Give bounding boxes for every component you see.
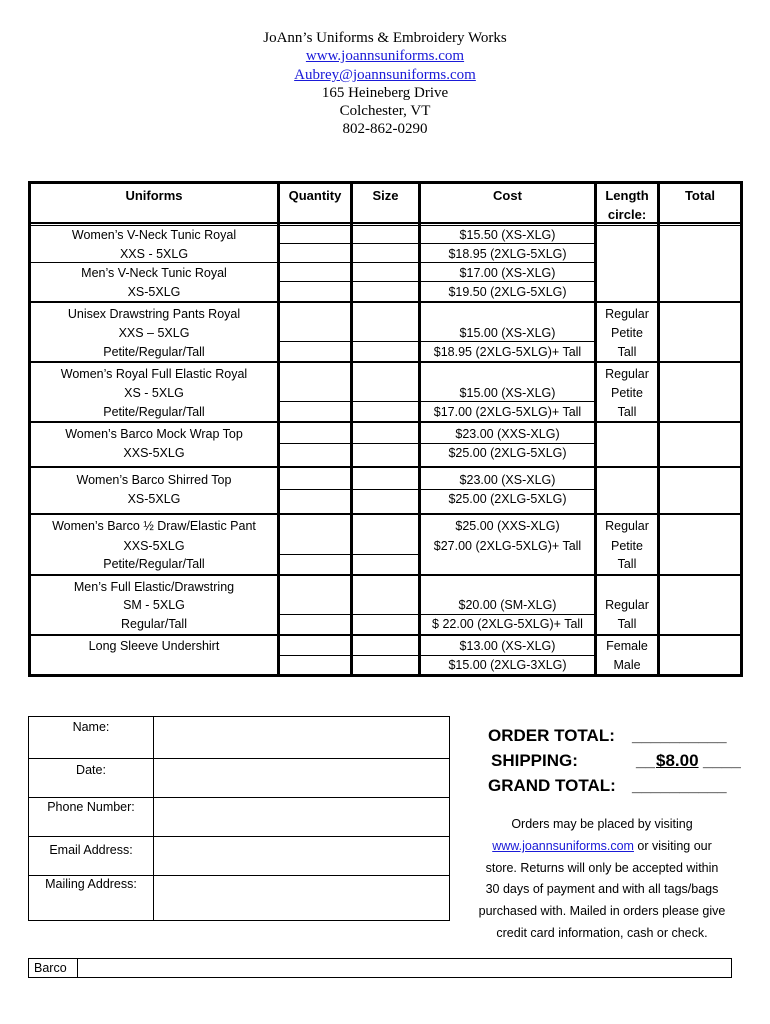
length-option: Tall [617, 617, 637, 631]
column-header-size: Size [372, 188, 399, 203]
length-option: Petite [611, 386, 643, 400]
column-header-length-circle: circle: [607, 207, 647, 222]
item-line: Women’s Barco Mock Wrap Top [65, 427, 243, 441]
item-line: Long Sleeve Undershirt [88, 639, 220, 653]
shipping-value: $8.00 [656, 751, 699, 770]
date-label: Date: [76, 763, 106, 777]
length-option: Male [613, 658, 641, 672]
cost-value: $15.00 (XS-XLG) [459, 386, 556, 400]
column-header-length: Length [605, 188, 649, 203]
name-label: Name: [72, 720, 110, 734]
cost-value: $13.00 (XS-XLG) [459, 639, 556, 653]
length-option: Tall [617, 345, 637, 359]
barco-field[interactable] [77, 958, 732, 978]
phone-label: Phone Number: [47, 800, 135, 814]
item-line: XXS - 5XLG [119, 247, 189, 261]
length-option: Petite [611, 326, 643, 340]
cost-value: $18.95 (2XLG-5XLG)+ Tall [433, 345, 582, 359]
email-field[interactable] [153, 836, 450, 876]
length-option: Regular [605, 519, 649, 533]
street-address: 165 Heineberg Drive [321, 85, 449, 101]
item-line: Men’s Full Elastic/Drawstring [73, 580, 235, 594]
date-field[interactable] [153, 758, 450, 798]
length-option: Petite [611, 539, 643, 553]
item-line: XS - 5XLG [124, 386, 184, 400]
cost-value: $ 22.00 (2XLG-5XLG)+ Tall [432, 617, 583, 631]
length-option: Tall [617, 405, 637, 419]
name-field[interactable] [153, 716, 450, 759]
cost-value: $19.50 (2XLG-5XLG) [448, 285, 567, 299]
item-line: Women’s Barco ½ Draw/Elastic Pant [52, 519, 256, 533]
item-line: XS-5XLG [127, 492, 181, 506]
city-state: Colchester, VT [339, 103, 431, 119]
cost-value: $17.00 (2XLG-5XLG)+ Tall [433, 405, 582, 419]
email-label: Email Address: [49, 843, 133, 857]
item-line: Women’s V-Neck Tunic Royal [71, 228, 237, 242]
phone-field[interactable] [153, 797, 450, 837]
length-option: Regular [605, 307, 649, 321]
shipping-label: SHIPPING: [491, 751, 578, 770]
note-website-link[interactable]: www.joannsuniforms.com [492, 839, 634, 853]
phone-number: 802-862-0290 [342, 121, 428, 137]
note-line: or visiting our [633, 839, 712, 853]
item-line: Unisex Drawstring Pants Royal [67, 307, 241, 321]
column-header-uniforms: Uniforms [125, 188, 183, 203]
cost-value: $20.00 (SM-XLG) [458, 598, 557, 612]
item-line: Petite/Regular/Tall [103, 557, 205, 571]
email-link[interactable]: Aubrey@joannsuniforms.com [294, 67, 476, 83]
item-line: XXS – 5XLG [118, 326, 190, 340]
item-line: Men’s V-Neck Tunic Royal [81, 266, 227, 280]
shipping-blank-tail: ____ [703, 751, 741, 770]
cost-value: $25.00 (2XLG-5XLG) [448, 446, 567, 460]
item-line: XS-5XLG [127, 285, 181, 299]
item-line: XXS-5XLG [123, 539, 185, 553]
cost-value: $15.00 (XS-XLG) [459, 326, 556, 340]
item-line: Petite/Regular/Tall [103, 405, 205, 419]
order-total-label: ORDER TOTAL: [488, 726, 615, 745]
mailing-address-label: Mailing Address: [45, 877, 137, 891]
cost-value: $23.00 (XXS-XLG) [455, 427, 560, 441]
cost-value: $15.50 (XS-XLG) [459, 228, 556, 242]
item-line: Women’s Barco Shirred Top [76, 473, 232, 487]
column-header-quantity: Quantity [288, 188, 342, 203]
cost-value: $25.00 (2XLG-5XLG) [448, 492, 567, 506]
item-line: SM - 5XLG [123, 598, 185, 612]
note-line: 30 days of payment and with all tags/bags [485, 882, 719, 896]
item-line: Petite/Regular/Tall [103, 345, 205, 359]
item-line: XXS-5XLG [123, 446, 185, 460]
length-option: Regular [605, 598, 649, 612]
footer-label: Barco [34, 961, 67, 975]
mailing-address-field[interactable] [153, 875, 450, 921]
website-link[interactable]: www.joannsuniforms.com [305, 48, 465, 64]
column-header-total: Total [684, 188, 716, 203]
item-line: Women’s Royal Full Elastic Royal [60, 367, 248, 381]
grand-total-value[interactable]: __________ [632, 776, 727, 795]
cost-value: $15.00 (2XLG-3XLG) [448, 658, 567, 672]
item-line: Regular/Tall [120, 617, 187, 631]
cost-value: $25.00 (XXS-XLG) [455, 519, 560, 533]
shipping-blank-lead: __ [636, 751, 655, 770]
cost-value: $23.00 (XS-XLG) [459, 473, 556, 487]
note-line: Orders may be placed by visiting [511, 817, 693, 831]
grand-total-label: GRAND TOTAL: [488, 776, 616, 795]
cost-value: $17.00 (XS-XLG) [459, 266, 556, 280]
business-name: JoAnn’s Uniforms & Embroidery Works [263, 30, 507, 46]
length-option: Tall [617, 557, 637, 571]
cost-value: $18.95 (2XLG-5XLG) [448, 247, 567, 261]
length-option: Female [606, 639, 648, 653]
cost-value: $27.00 (2XLG-5XLG)+ Tall [433, 539, 582, 553]
length-option: Regular [605, 367, 649, 381]
note-line: credit card information, cash or check. [496, 926, 708, 940]
note-line: purchased with. Mailed in orders please give [478, 904, 726, 918]
order-total-value[interactable]: __________ [632, 726, 727, 745]
column-header-cost: Cost [493, 188, 522, 203]
note-line: store. Returns will only be accepted within [485, 861, 719, 875]
